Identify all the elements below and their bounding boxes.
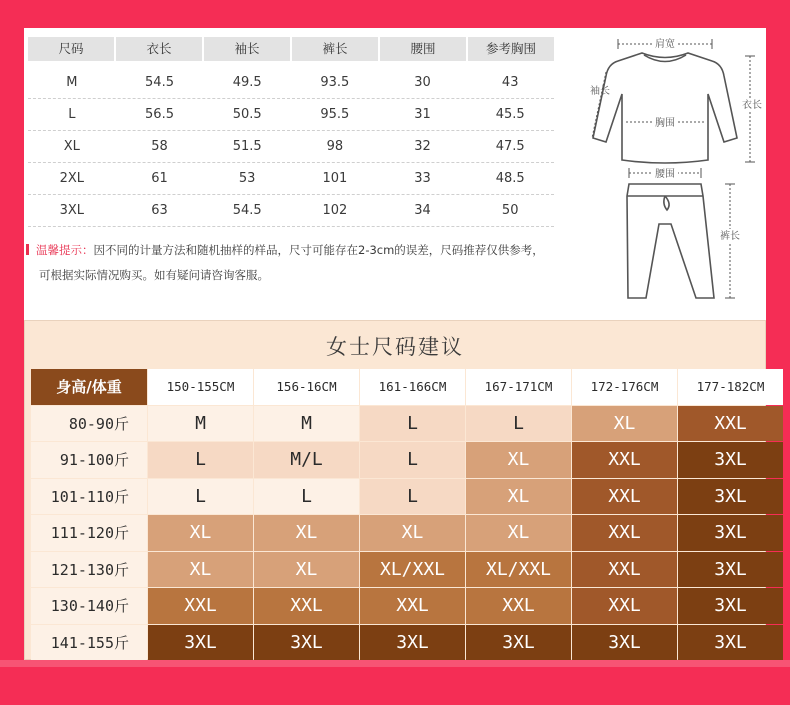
size-cell: L [360, 479, 465, 515]
tip-marker [26, 244, 29, 255]
table-cell: 48.5 [495, 171, 525, 186]
pants-outline-icon [627, 184, 714, 298]
table-row [28, 195, 554, 227]
height-column-header: 172-176CM [572, 369, 677, 405]
size-cell: XXL [148, 588, 253, 624]
size-cell: L [148, 479, 253, 515]
table-cell: 33 [414, 171, 431, 186]
weight-row-header: 101-110斤 [31, 479, 147, 515]
size-cell: XL [254, 552, 359, 588]
tip-line-1 [26, 238, 646, 263]
header-size: 尺码 [28, 37, 114, 61]
table-cell: 34 [414, 203, 431, 218]
table-cell: 54.5 [145, 75, 174, 90]
size-cell: XL [466, 479, 571, 515]
size-cell: XL [148, 515, 253, 551]
table-cell: 95.5 [320, 107, 350, 122]
height-column-header: 167-171CM [466, 369, 571, 405]
weight-row-header: 130-140斤 [31, 588, 147, 624]
table-cell: 2XL [59, 171, 85, 186]
corner-label: 身高/体重 [31, 369, 147, 405]
size-cell: XXL [678, 406, 783, 442]
tip-text-1: 因不同的计量方法和随机抽样的样品，尺寸可能存在2-3cm的误差，尺码推荐仅供参考， [93, 243, 544, 257]
size-cell: L [466, 406, 571, 442]
header-chest: 参考胸围 [468, 37, 554, 61]
sizing-tip [26, 238, 646, 288]
size-cell: XL [148, 552, 253, 588]
size-cell: 3XL [148, 625, 253, 661]
size-cell: XXL [572, 588, 677, 624]
sleeve-label: 袖长 [590, 86, 610, 97]
bottom-band [0, 667, 790, 705]
table-cell: L [68, 107, 76, 122]
size-cell: L [360, 406, 465, 442]
height-column-header: 161-166CM [360, 369, 465, 405]
size-cell: 3XL [678, 479, 783, 515]
table-cell: 45.5 [495, 107, 525, 122]
header-waist: 腰围 [380, 37, 466, 61]
table-cell: 50.5 [232, 107, 262, 122]
size-cell: XXL [466, 588, 571, 624]
header-pants-length: 裤长 [292, 37, 378, 61]
waist-label: 腰围 [655, 169, 675, 180]
table-row [28, 163, 554, 195]
table-cell: 63 [151, 203, 168, 218]
size-cell: XL [254, 515, 359, 551]
table-row [31, 479, 784, 515]
measurement-table-header [28, 37, 554, 61]
tip-label: 温馨提示： [36, 243, 94, 257]
weight-row-header: 80-90斤 [31, 406, 147, 442]
bottom-divider [0, 660, 790, 667]
table-cell: 30 [414, 75, 431, 90]
chart-title: 女士尺码建议 [326, 335, 464, 359]
weight-row-header: 141-155斤 [31, 625, 147, 661]
tip-text-2: 可根据实际情况购买。如有疑问请咨询客服。 [39, 268, 269, 282]
table-cell: 43 [501, 75, 519, 90]
size-cell: XL/XXL [360, 552, 465, 588]
table-cell: 56.5 [145, 107, 174, 122]
header-length: 衣长 [116, 37, 202, 61]
size-cell: XXL [572, 442, 677, 478]
garment-measure-diagram [572, 28, 766, 308]
table-cell: 101 [322, 171, 348, 186]
table-cell: 47.5 [495, 139, 525, 154]
size-cell: XL [572, 406, 677, 442]
table-row [31, 588, 784, 624]
table-row [28, 67, 554, 99]
size-cell: L [254, 479, 359, 515]
size-cell: XXL [254, 588, 359, 624]
size-cell: 3XL [254, 625, 359, 661]
size-cell: M [254, 406, 359, 442]
table-cell: 58 [151, 139, 168, 154]
table-cell: 93.5 [320, 75, 350, 90]
size-guide-panel [24, 28, 766, 660]
table-row [31, 442, 784, 478]
table-row [28, 131, 554, 163]
size-cell: 3XL [360, 625, 465, 661]
table-cell: 49.5 [232, 75, 262, 90]
weight-row-header: 91-100斤 [31, 442, 147, 478]
size-grid [31, 369, 784, 661]
table-cell: 53 [238, 171, 256, 186]
shoulder-label: 肩宽 [655, 39, 675, 50]
height-column-header: 150-155CM [148, 369, 253, 405]
size-cell: L [360, 442, 465, 478]
height-column-header: 177-182CM [678, 369, 783, 405]
size-cell: XL [466, 515, 571, 551]
table-cell: 32 [414, 139, 431, 154]
table-cell: 31 [414, 107, 431, 122]
weight-row-header: 111-120斤 [31, 515, 147, 551]
size-cell: 3XL [466, 625, 571, 661]
table-cell: 3XL [59, 203, 85, 218]
size-cell: 3XL [678, 442, 783, 478]
size-cell: L [148, 442, 253, 478]
table-cell: 51.5 [232, 139, 262, 154]
height-header-row [31, 369, 784, 405]
size-cell: 3XL [678, 625, 783, 661]
table-row [28, 99, 554, 131]
table-cell: 54.5 [232, 203, 262, 218]
table-cell: M [66, 75, 78, 90]
size-cell: M [148, 406, 253, 442]
size-cell: 3XL [572, 625, 677, 661]
measurement-table [28, 37, 554, 227]
size-cell: XXL [572, 479, 677, 515]
table-row [31, 625, 784, 661]
table-row [31, 552, 784, 588]
size-cell: XXL [572, 552, 677, 588]
size-cell: XXL [360, 588, 465, 624]
table-row [31, 406, 784, 442]
size-cell: XL [466, 442, 571, 478]
weight-row-header: 121-130斤 [31, 552, 147, 588]
pants-length-label: 裤长 [720, 231, 740, 242]
size-cell: M/L [254, 442, 359, 478]
length-label: 衣长 [742, 100, 762, 111]
size-cell: XXL [572, 515, 677, 551]
size-cell: 3XL [678, 515, 783, 551]
shirt-outline-icon [593, 53, 737, 163]
size-cell: XL [360, 515, 465, 551]
table-cell: 102 [322, 203, 348, 218]
size-cell: 3XL [678, 552, 783, 588]
header-sleeve: 袖长 [204, 37, 290, 61]
table-cell: 98 [326, 139, 344, 154]
women-size-chart [24, 320, 766, 660]
table-cell: XL [63, 139, 80, 154]
size-cell: XL/XXL [466, 552, 571, 588]
table-row [31, 515, 784, 551]
chest-label: 胸围 [655, 118, 675, 129]
height-column-header: 156-16CM [254, 369, 359, 405]
table-cell: 50 [501, 203, 519, 218]
table-cell: 61 [151, 171, 168, 186]
size-cell: 3XL [678, 588, 783, 624]
